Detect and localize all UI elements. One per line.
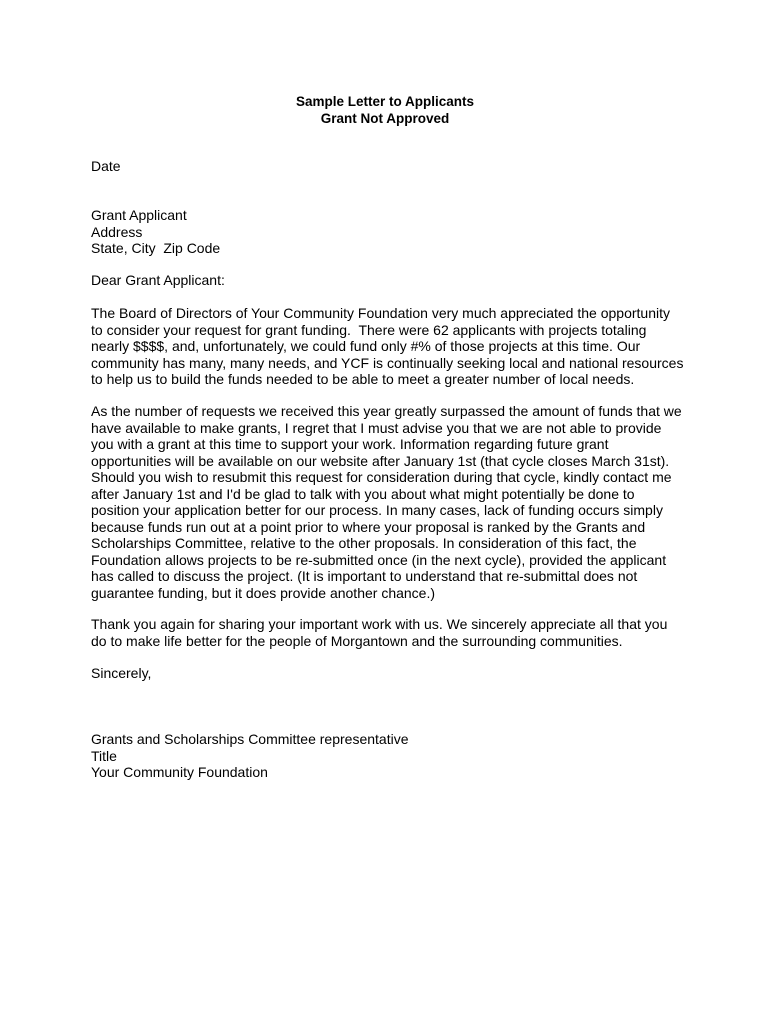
paragraph-line: to consider your request for grant funding. There were 62 applicants with projects totaling [91, 321, 647, 338]
paragraph-line: Foundation allows projects to be re-submitted once (in the next cycle), provided the applicant [91, 551, 667, 568]
paragraph-line: Should you wish to resubmit this request for consideration during that cycle, kindly contact me [91, 469, 672, 485]
paragraph-line: opportunities will be available on our website after January 1st (that cycle closes March 31st). [91, 452, 670, 469]
paragraph-line: have available to make grants, I regret that I must advise you that we are not able to provide [91, 419, 662, 436]
salutation-text: Dear Grant Applicant: [91, 272, 225, 288]
signature-name: Grants and Scholarships Committee representative [91, 731, 409, 747]
signature-title: Title [91, 747, 117, 764]
paragraph-line: because funds run out at a point prior to where your proposal is ranked by the Grants and [91, 518, 646, 535]
paragraph-line: Thank you again for sharing your important work with us. We sincerely appreciate all that you [91, 616, 668, 632]
paragraph-line: after January 1st and I'd be glad to talk with you about what might potentially be done to [91, 485, 635, 502]
signature-block [91, 731, 691, 781]
paragraph-line: to help us to build the funds needed to be able to meet a greater number of local needs. [91, 371, 635, 387]
paragraph-line: The Board of Directors of Your Community Foundation very much appreciated the opportunity [91, 305, 670, 321]
paragraph-line: community has many, many needs, and YCF is continually seeking local and national resources [91, 354, 684, 371]
paragraph-2 [91, 403, 691, 601]
closing-text: Sincerely, [91, 665, 152, 681]
date-text: Date [91, 158, 121, 174]
signature-organization: Your Community Foundation [91, 764, 268, 780]
paragraph-line: you with a grant at this time to support your work. Information regarding future grant [91, 436, 609, 452]
paragraph-line: Scholarships Committee, relative to the other proposals. In consideration of this fact, the [91, 535, 637, 551]
paragraph-line: guarantee funding, but it does provide another chance.) [91, 584, 436, 601]
recipient-address-block [91, 207, 691, 257]
date-line [91, 158, 691, 175]
recipient-address: Address [91, 223, 143, 240]
letter-title [0, 93, 770, 127]
paragraph-line: has called to discuss the project. (It is important to understand that re-submittal does not [91, 568, 638, 584]
paragraph-line: do to make life better for the people of Morgantown and the surrounding communities. [91, 632, 623, 649]
paragraph-1 [91, 305, 691, 388]
recipient-name: Grant Applicant [91, 207, 187, 223]
paragraph-line: As the number of requests we received this year greatly surpassed the amount of funds that we [91, 403, 682, 419]
paragraph-line: position your application better for our process. In many cases, lack of funding occurs simply [91, 502, 663, 518]
title-line-1: Sample Letter to Applicants [295, 94, 475, 109]
recipient-city-state-zip: State, City Zip Code [91, 240, 221, 256]
title-line-2: Grant Not Approved [320, 111, 450, 126]
paragraph-3 [91, 616, 691, 649]
closing [91, 665, 691, 682]
salutation [91, 272, 691, 289]
paragraph-line: nearly $$$$, and, unfortunately, we could fund only #% of those projects at this time. Our [91, 338, 641, 354]
